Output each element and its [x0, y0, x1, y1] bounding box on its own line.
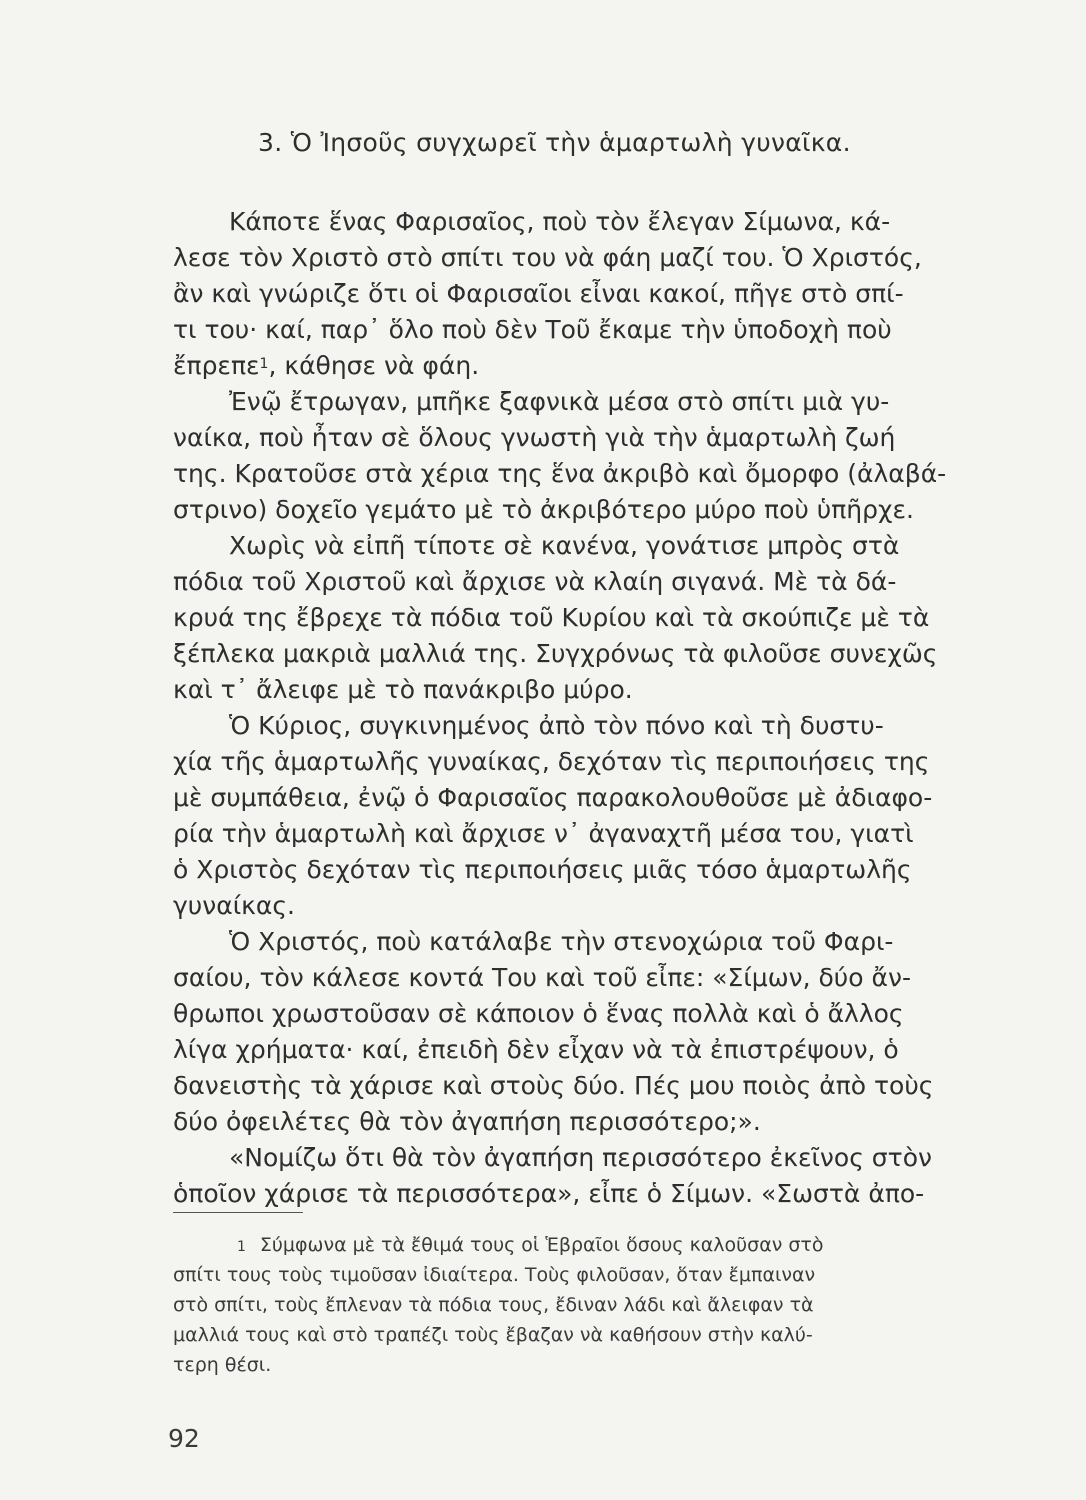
footnote-number: 1 — [237, 1239, 246, 1255]
text-line: ἂν καὶ γνώριζε ὅτι οἱ Φαρισαῖοι εἶναι κακοί, πῆγε στὸ σπί- — [173, 279, 904, 308]
body-text — [173, 204, 1025, 1212]
footnote-line: στὸ σπίτι, τοὺς ἔπλεναν τὰ πόδια τους, ἔδιναν λάδι καὶ ἄλειφαν τὰ — [173, 1294, 814, 1316]
footnote-line: σπίτι τους τοὺς τιμοῦσαν ἰδιαίτερα. Τοὺς φιλοῦσαν, ὅταν ἔμπαιναν — [173, 1264, 816, 1286]
section-heading: 3. Ὁ Ἰησοῦς συγχωρεῖ τὴν ἁμαρτωλὴ γυναῖκα. — [258, 128, 851, 157]
text-line: ὁποῖον χάρισε τὰ περισσότερα», εἶπε ὁ Σίμων. «Σωστὰ ἀπο- — [173, 1179, 925, 1208]
footnote-text: Σύμφωνα μὲ τὰ ἔθιμά τους οἱ Ἑβραῖοι ὅσους καλοῦσαν στὸ — [259, 1234, 824, 1256]
text-line: Κάποτε ἕνας Φαρισαῖος, ποὺ τὸν ἔλεγαν Σίμωνα, κά- — [229, 207, 891, 236]
text-line: καὶ τ᾽ ἄλειφε μὲ τὸ πανάκριβο μύρο. — [173, 675, 633, 704]
footnote-line: τερη θέσι. — [173, 1354, 272, 1376]
text-line: Χωρὶς νὰ εἰπῆ τίποτε σὲ κανένα, γονάτισε μπρὸς στὰ — [229, 531, 900, 560]
text-line: λίγα χρήματα· καί, ἐπειδὴ δὲν εἶχαν νὰ τὰ ἐπιστρέψουν, ὁ — [173, 1035, 899, 1064]
footnote-line — [173, 1230, 1025, 1260]
text-line: ὁ Χριστὸς δεχόταν τὶς περιποιήσεις μιᾶς τόσο ἁμαρτωλῆς — [173, 855, 912, 884]
footnote-line: μαλλιά τους καὶ στὸ τραπέζι τοὺς ἔβαζαν νὰ καθήσουν στὴν καλύ- — [173, 1324, 813, 1346]
text-line: στρινο) δοχεῖο γεμάτο μὲ τὸ ἀκριβότερο μύρο ποὺ ὑπῆρχε. — [173, 495, 914, 524]
text-line: γυναίκας. — [173, 891, 295, 920]
text-line: θρωποι χρωστοῦσαν σὲ κάποιον ὁ ἕνας πολλὰ καὶ ὁ ἄλλος — [173, 999, 904, 1028]
text-line: τι του· καί, παρ᾽ ὅλο ποὺ δὲν Τοῦ ἔκαμε τὴν ὑποδοχὴ ποὺ — [173, 315, 892, 344]
footnote-divider — [173, 1212, 303, 1213]
text-line: ρία τὴν ἁμαρτωλὴ καὶ ἄρχισε ν᾽ ἀγαναχτῆ μέσα του, γιατὶ — [173, 819, 914, 848]
text-line: ξέπλεκα μακριὰ μαλλιά της. Συγχρόνως τὰ φιλοῦσε συνεχῶς — [173, 639, 938, 668]
text-line: ναίκα, ποὺ ἦταν σὲ ὅλους γνωστὴ γιὰ τὴν ἁμαρτωλὴ ζωή — [173, 423, 896, 452]
page-number: 92 — [168, 1424, 200, 1453]
text-line: Ὁ Χριστός, ποὺ κατάλαβε τὴν στενοχώρια τοῦ Φαρι- — [229, 927, 894, 956]
text-line: κρυά της ἔβρεχε τὰ πόδια τοῦ Κυρίου καὶ τὰ σκούπιζε μὲ τὰ — [173, 603, 930, 632]
text-line: μὲ συμπάθεια, ἐνῷ ὁ Φαρισαῖος παρακολουθοῦσε μὲ ἀδιαφο- — [173, 783, 933, 812]
text-line: δανειστὴς τὰ χάρισε καὶ στοὺς δύο. Πές μου ποιὸς ἀπὸ τοὺς — [173, 1071, 934, 1100]
text-line: Ὁ Κύριος, συγκινημένος ἀπὸ τὸν πόνο καὶ τὴ δυστυ- — [229, 711, 884, 740]
text-line: πόδια τοῦ Χριστοῦ καὶ ἄρχισε νὰ κλαίη σιγανά. Μὲ τὰ δά- — [173, 567, 897, 596]
text-line: σαίου, τὸν κάλεσε κοντά Του καὶ τοῦ εἶπε: «Σίμων, δύο ἄν- — [173, 963, 911, 992]
text-line: «Νομίζω ὅτι θὰ τὸν ἀγαπήση περισσότερο ἐκεῖνος στὸν — [229, 1143, 932, 1172]
text-line: Ἐνῷ ἔτρωγαν, μπῆκε ξαφνικὰ μέσα στὸ σπίτι μιὰ γυ- — [229, 387, 890, 416]
text-fragment: , κάθησε νὰ φάη. — [268, 351, 480, 380]
footnote — [173, 1230, 1025, 1380]
text-line: χία τῆς ἁμαρτωλῆς γυναίκας, δεχόταν τὶς περιποιήσεις της — [173, 747, 930, 776]
text-line: λεσε τὸν Χριστὸ στὸ σπίτι του νὰ φάη μαζί του. Ὁ Χριστός, — [173, 243, 922, 272]
text-line-with-footnote — [173, 348, 1025, 384]
text-line: δύο ὀφειλέτες θὰ τὸν ἀγαπήση περισσότερο;». — [173, 1107, 761, 1136]
footnote-reference: 1 — [259, 356, 269, 372]
text-line: της. Κρατοῦσε στὰ χέρια της ἕνα ἀκριβὸ καὶ ὄμορφο (ἀλαβά- — [173, 459, 947, 488]
text-fragment: ἔπρεπε — [173, 351, 260, 380]
